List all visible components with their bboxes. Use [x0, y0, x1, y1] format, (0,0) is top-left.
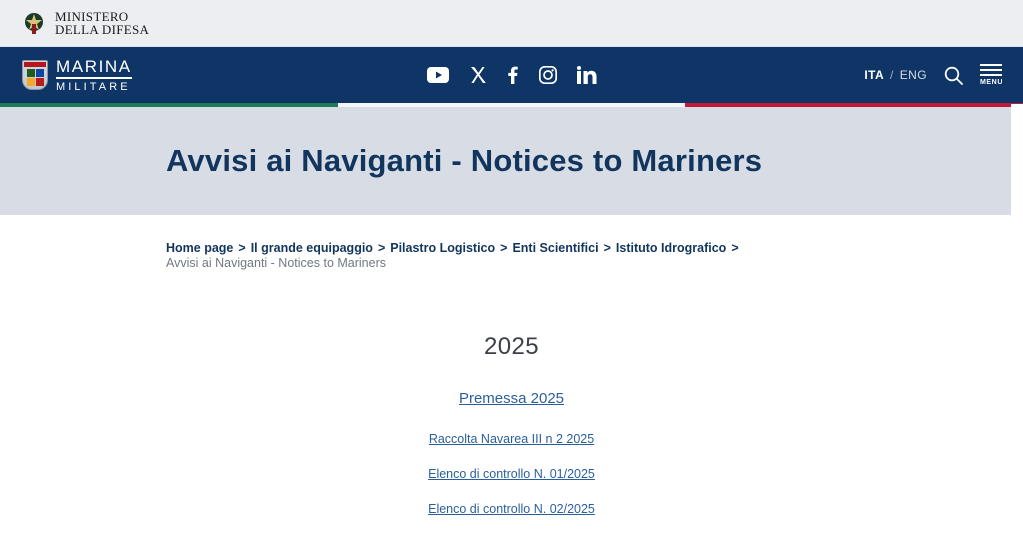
lang-separator: / [890, 68, 894, 82]
list-item [0, 500, 1023, 518]
ministry-name [55, 10, 149, 36]
marina-militare-logo[interactable] [22, 58, 132, 93]
list-item [0, 430, 1023, 448]
ministry-name-line2: DELLA DIFESA [55, 22, 150, 37]
list-item [0, 465, 1023, 483]
page-title: Avvisi ai Naviganti - Notices to Mariners [166, 143, 763, 178]
language-switcher[interactable] [864, 68, 927, 82]
italian-republic-emblem-icon [22, 10, 46, 36]
facebook-icon[interactable] [507, 66, 519, 84]
link-raccolta-navarea[interactable]: Raccolta Navarea III n 2 2025 [428, 432, 595, 446]
breadcrumb-item-equipaggio[interactable]: Il grande equipaggio [250, 241, 373, 255]
hamburger-icon [980, 64, 1002, 76]
social-links [427, 66, 597, 84]
breadcrumb-item-logistico[interactable]: Pilastro Logistico [390, 241, 496, 255]
breadcrumb-item-enti-scientifici[interactable]: Enti Scientifici [512, 241, 599, 255]
menu-button[interactable] [980, 64, 1003, 86]
breadcrumb-separator: > [500, 241, 508, 255]
site-header [0, 47, 1023, 103]
lang-eng[interactable]: ENG [899, 68, 927, 82]
breadcrumb [0, 215, 1023, 271]
brand-line-1: MARINA [56, 58, 132, 79]
link-elenco-01[interactable]: Elenco di controllo N. 01/2025 [428, 467, 595, 481]
breadcrumb-separator: > [603, 241, 611, 255]
ministry-logo[interactable] [22, 10, 149, 36]
menu-label: MENU [979, 79, 1003, 86]
tricolor-green [0, 103, 338, 107]
x-twitter-icon[interactable] [469, 66, 487, 84]
hero-banner [0, 107, 1023, 215]
tricolor-divider [0, 103, 1023, 107]
main-content [0, 271, 1023, 518]
breadcrumb-separator: > [377, 241, 386, 255]
link-elenco-02[interactable]: Elenco di controllo N. 02/2025 [428, 502, 595, 516]
tricolor-white [338, 103, 686, 107]
link-premessa[interactable]: Premessa 2025 [458, 390, 565, 407]
ministry-name-line1: MINISTERO [55, 9, 129, 24]
tricolor-red [685, 103, 1023, 107]
ministry-bar [0, 0, 1023, 47]
navy-crest-icon [22, 60, 48, 90]
breadcrumb-item-home[interactable]: Home page [166, 241, 234, 255]
instagram-icon[interactable] [539, 66, 557, 84]
youtube-icon[interactable] [427, 67, 449, 83]
breadcrumb-separator: > [238, 241, 246, 255]
breadcrumb-current: Avvisi ai Naviganti - Notices to Mariners [166, 256, 386, 270]
breadcrumb-separator: > [731, 241, 739, 255]
lang-ita[interactable]: ITA [864, 68, 885, 82]
breadcrumb-item-istituto-idrografico[interactable]: Istituto Idrografico [615, 241, 727, 255]
year-heading: 2025 [484, 333, 539, 360]
document-link-list [0, 430, 1023, 518]
brand-wordmark [56, 58, 132, 93]
brand-line-2: MILITARE [56, 80, 131, 93]
header-actions [864, 64, 1003, 86]
page-gutter [1011, 104, 1023, 518]
linkedin-icon[interactable] [577, 66, 597, 84]
search-icon[interactable] [944, 66, 963, 85]
